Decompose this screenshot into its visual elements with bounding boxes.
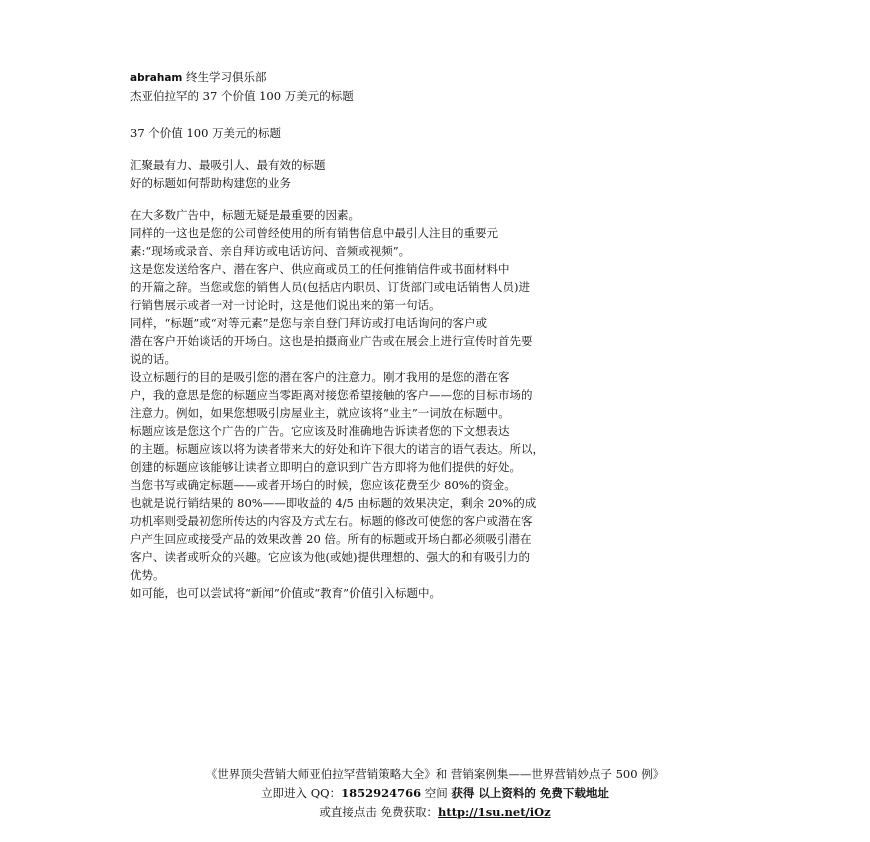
intro-line: 汇聚最有力、最吸引人、最有效的标题 — [130, 158, 326, 172]
footer-qq-middle: 空间 — [421, 786, 452, 800]
download-link[interactable]: http://1su.net/iOz — [438, 805, 551, 819]
org-line — [130, 68, 690, 87]
body-block — [130, 206, 690, 602]
body-line: 标题应该是您这个广告的广告。它应该及时准确地告诉读者您的下文想表达 — [130, 424, 510, 438]
title-block — [130, 124, 690, 142]
body-line: 也就是说行销结果的 80%——即收益的 4/5 由标题的效果决定，剩余 20%的成 — [130, 496, 537, 510]
intro-line: 好的标题如何帮助构建您的业务 — [130, 176, 291, 190]
body-line: 这是您发送给客户、潜在客户、供应商或员工的任何推销信件或书面材料中 — [130, 262, 510, 276]
body-line: 户，我的意思是您的标题应当零距离对接您希望接触的客户——您的目标市场的 — [130, 388, 533, 402]
body-line: 在大多数广告中，标题无疑是最重要的因素。 — [130, 208, 360, 222]
body-line: 同样，“标题”或“对等元素”是您与亲自登门拜访或打电话询问的客户或 — [130, 316, 488, 330]
body-line: 设立标题行的目的是吸引您的潜在客户的注意力。刚才我用的是您的潜在客 — [130, 370, 510, 384]
intro-block — [130, 156, 690, 192]
footer-line-2 — [0, 784, 870, 802]
qq-number: 1852924766 — [341, 786, 422, 800]
header-block — [130, 68, 690, 105]
body-line: 功机率则受最初您所传达的内容及方式左右。标题的修改可使您的客户或潜在客 — [130, 514, 533, 528]
body-line: 行销售展示或者一对一讨论时，这是他们说出来的第一句话。 — [130, 298, 441, 312]
body-line: 潜在客户开始谈话的开场白。这也是拍摄商业广告或在展会上进行宣传时首先要 — [130, 334, 533, 348]
body-line: 素:“现场或录音、亲自拜访或电话访问、音频或视频”。 — [130, 244, 411, 258]
footer-line-1: 《世界顶尖营销大师亚伯拉罕营销策略大全》和 营销案例集——世界营销妙点子 500 例》 — [205, 767, 665, 781]
body-line: 注意力。例如，如果您想吸引房屋业主，就应该将“业主”一词放在标题中。 — [130, 406, 510, 420]
body-line: 的开篇之辞。当您或您的销售人员(包括店内职员、订货部门或电话销售人员)进 — [130, 280, 530, 294]
body-line: 同样的一这也是您的公司曾经使用的所有销售信息中最引人注目的重要元 — [130, 226, 498, 240]
body-line: 的主题。标题应该以将为读者带来大的好处和许下很大的诺言的语气表达。所以， — [130, 442, 544, 456]
body-line: 说的话。 — [130, 352, 176, 366]
body-line: 如可能，也可以尝试将“新闻”价值或“教育”价值引入标题中。 — [130, 586, 442, 600]
body-line: 户产生回应或接受产品的效果改善 20 倍。所有的标题或开场白都必须吸引潜在 — [130, 532, 532, 546]
page-title: 37 个价值 100 万美元的标题 — [130, 126, 282, 140]
footer-download-text: 获得 以上资料的 免费下载地址 — [451, 786, 609, 800]
org-suffix: 终生学习俱乐部 — [182, 70, 267, 84]
footer-link-prefix: 或直接点击 免费获取： — [319, 805, 439, 819]
footer-qq-prefix: 立即进入 QQ： — [261, 786, 342, 800]
body-line: 当您书写或确定标题——或者开场白的时候，您应该花费至少 80%的资金。 — [130, 478, 516, 492]
body-line: 创建的标题应该能够让读者立即明白的意识到广告方即将为他们提供的好处。 — [130, 460, 521, 474]
body-line: 优势。 — [130, 568, 165, 582]
org-name: abraham — [130, 72, 183, 84]
footer-line-3 — [0, 803, 870, 821]
subtitle: 杰亚伯拉罕的 37 个价值 100 万美元的标题 — [130, 89, 354, 103]
body-line: 客户、读者或听众的兴趣。它应该为他(或她)提供理想的、强大的和有吸引力的 — [130, 550, 530, 564]
